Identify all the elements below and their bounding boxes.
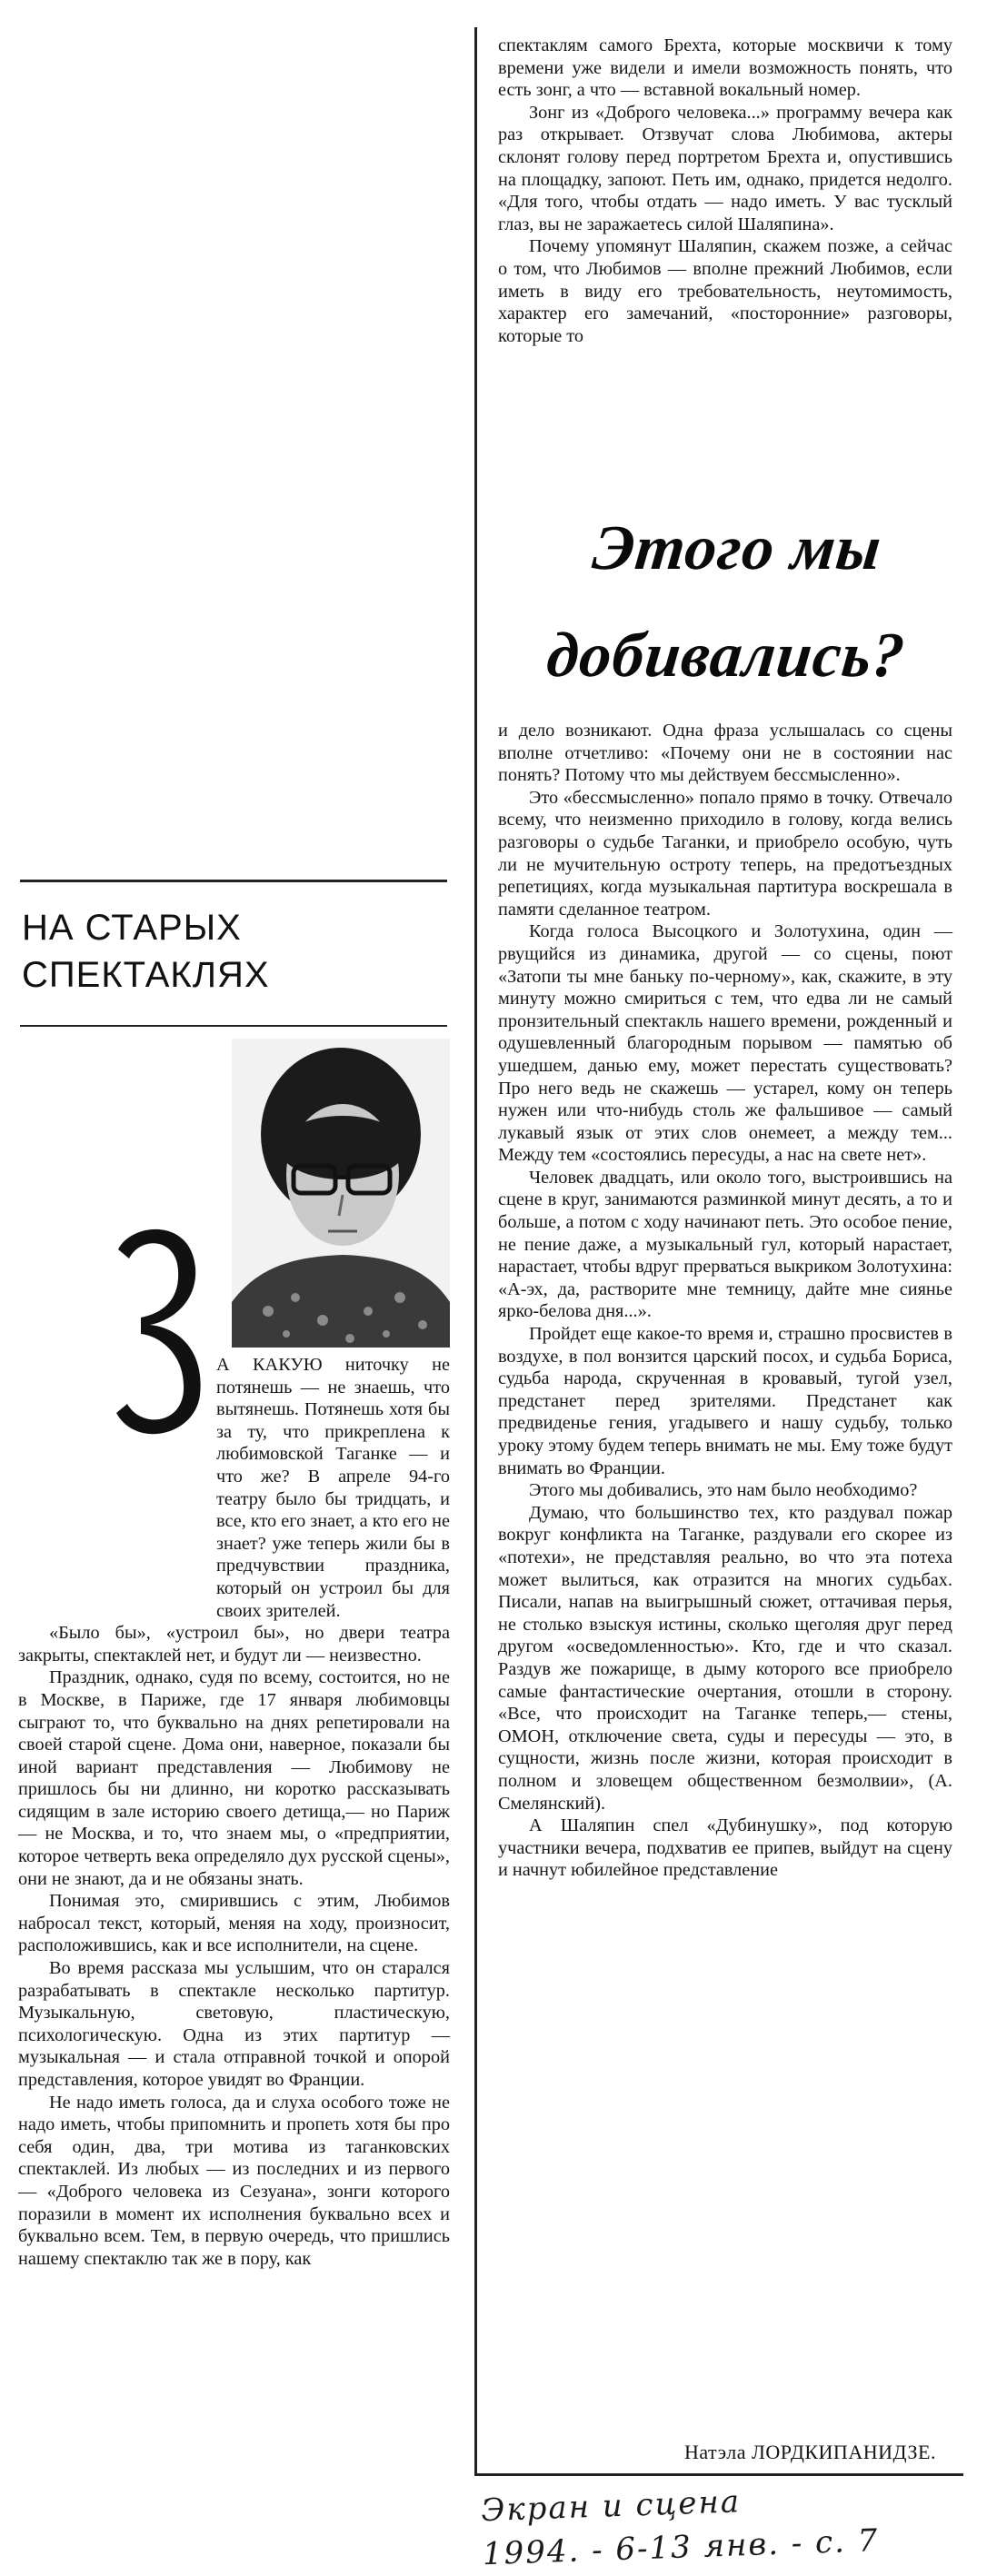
right-top-paragraph-3: Почему упомянут Шаляпин, скажем позже, а сейчас о том, что Любимов — вполне прежний Любимов, если иметь в виду его требовательность, неутомимость, характер его замечаний, «посторонние» разговоры, которые то	[498, 236, 952, 346]
rubric-bottom-rule	[20, 1025, 447, 1027]
author-signature: Натэла ЛОРДКИПАНИДЗЕ.	[683, 2441, 936, 2463]
article-headline	[494, 495, 971, 710]
intro-paragraph: А КАКУЮ ниточку не потянешь — не знаешь, что вытянешь. Потянешь хотя бы за ту, что прикреплена к любимовской Таганке — и что же? В апреле 94-го театру было бы тридцать, и все, кто его знает, а кто его не знает? уже теперь жили бы в предчувствии праздника, который он устроил бы для своих зрителей.	[216, 1355, 450, 1621]
handwritten-source-note	[480, 2472, 964, 2576]
left-paragraph-5: Во время рассказа мы услышим, что он старался разрабатывать в спектакле несколько партитур. Музыкальную, световую, пластическую, психологическую. Одна из этих партитур — музыкальная — и стала отправной точкой и опорой представления, которое увидят во Франции.	[18, 1958, 450, 2090]
left-paragraph-6: Не надо иметь голоса, да и слуха особого тоже не надо иметь, чтобы припомнить и пропеть хотя бы про себя один, два, три мотива из таганковских спектаклей. Из любых — из последних и из первого — «Доброго человека из Сезуана», зонги которого поразили в момент их исполнения буквально всех и буквально всем. Тем, в первую очередь, что пришлись нашему спектаклю так же в пору, как	[18, 2092, 450, 2269]
right-paragraph-7: Думаю, что большинство тех, кто раздувал пожар вокруг конфликта на Таганке, раздували его скорее из «потехи», не представляя реально, во что эта потеха может вылиться, как отразится на многих судьбах. Писали, напав на выигрышный сюжет, оттачивая перья, не столько взыскуя истины, сколько щеголяя друг перед другом «осведомленностью». Кто, где и что сказал. Раздув же пожарище, в дыму которого все приобрело самые фантастические очертания, отошли в сторону. «Все, что происходит на Таганке теперь,— стены, ОМОН, отключение света, суды и пересуды — это, в сущности, жизнь после жизни, которая происходит в полном и зловещем общественном безмолвии», (А. Смелянский).	[498, 1502, 952, 1814]
right-top-paragraph-1: спектаклям самого Брехта, которые москвичи к тому времени уже видели и имели возможность понять, что есть зонг, а что — вставной вокальный номер.	[498, 35, 952, 101]
rubric-top-rule	[20, 880, 447, 882]
right-paragraph-4: Человек двадцать, или около того, выстроившись на сцене в круг, занимаются разминкой минут десять, а то и больше, а потом с ходу начинают петь. Это особое пение, не пение даже, а музыкальный гул, который нарастает, нарастает, чтобы вдруг прерваться выкриком Золотухина: «А-эх, да, растворите мне темницу, дайте мне сиянье ярко-белова дня...».	[498, 1167, 952, 1322]
rubric-heading	[22, 904, 440, 999]
author-photo	[232, 1039, 450, 1348]
right-paragraph-1: и дело возникают. Одна фраза услышалась со сцены вполне отчетливо: «Почему они не в состоянии нас понять? Потому что мы действуем бессмысленно».	[498, 721, 952, 786]
handwritten-line-1: Экран и сцена	[480, 2483, 742, 2530]
column-divider	[474, 27, 477, 2476]
rubric-line-1: НА СТАРЫХ	[22, 908, 242, 948]
rubric-line-2: СПЕКТАКЛЯХ	[22, 955, 270, 995]
right-paragraph-5: Пройдет еще какое-то время и, страшно просвистев в воздухе, в пол вонзится царский посох, и судьба Бориса, судьба народа, скрученная в кровавый, тугой узел, предстанет перед зрителями. Предстанет как предвиденье гения, угадывего и нашу судьбу, только уроку этому будем теперь внимать не мы. Ему тоже будут внимать во Франции.	[498, 1324, 952, 1478]
right-column-top-text	[498, 35, 952, 347]
headline-line-1: Этого мы	[589, 513, 885, 583]
right-paragraph-3: Когда голоса Высоцкого и Золотухина, один — рвущийся из динамика, другой — со сцены, поют «Затопи ты мне баньку по-черному», как, скажите, в эту минуту можно смириться с тем, что едва ли не самый пронзительный спектакль нашего времени, рожденный и одушевленный благородным порывом — памятью об ушедшем, данью ему, может перестать существовать? Про него ведь не скажешь — устарел, кому он теперь нужен или что-нибудь столь же фальшивое — самый лукавый язык от этих слов онемеет, а между тем... Между тем «состоялись пересуды, а нас на свете нет».	[498, 921, 952, 1166]
left-paragraph-2: «Было бы», «устроил бы», но двери театра закрыты, спектаклей нет, и будут ли — неизвестно.	[18, 1623, 450, 1666]
right-paragraph-2: Это «бессмысленно» попало прямо в точку. Отвечало всему, что неизменно приходило в голову, когда велись разговоры о судьбе Таганки, и приобрело особую, чуть ли не мучительную остроту теперь, на предотъездных репетициях, когда музыкальная партитура воскрешала в памяти сделанное театром.	[498, 787, 952, 920]
right-column-text	[498, 720, 952, 1882]
left-paragraph-4: Понимая это, смирившись с этим, Любимов набросал текст, который, меняя на ходу, произносит, расположившись, как и все исполнители, на сцене.	[18, 1891, 450, 1956]
right-top-paragraph-2: Зонг из «Доброго человека...» программу вечера как раз открывает. Отзвучат слова Любимова, актеры склонят голову перед портретом Брехта и, опустившись на площадку, запоют. Петь им, однако, придется недолго. «Для того, чтобы отдать — надо иметь. У вас тусклый глаз, вы не заражаетесь силой Шаляпина».	[498, 102, 952, 234]
right-paragraph-6: Этого мы добивались, это нам было необходимо?	[529, 1480, 918, 1501]
handwritten-line-2: 1994. - 6-13 янв. - с. 7	[482, 2522, 880, 2573]
left-column-text	[18, 1354, 450, 2270]
left-paragraph-3: Праздник, однако, судя по всему, состоится, но не в Москве, в Париже, где 17 января любимовцы сыграют то, что буквально на днях репетировали на своей старой сцене. Дома они, наверное, показали бы иной вариант представления — Любимову не пришлось бы ни длинно, ни коротко рассказывать сидящим в зале историю своего детища,— но Париж — не Москва, и то, что знаем мы, о «предприятии, которое четверть века определяло дух русской сцены», они не знают, да и не обязаны знать.	[18, 1667, 450, 1889]
right-paragraph-8: А Шаляпин спел «Дубинушку», под которую участники вечера, подхватив ее припев, выйдут на сцену и начнут юбилейное представление	[498, 1815, 952, 1881]
headline-line-2: добивались?	[543, 621, 909, 691]
